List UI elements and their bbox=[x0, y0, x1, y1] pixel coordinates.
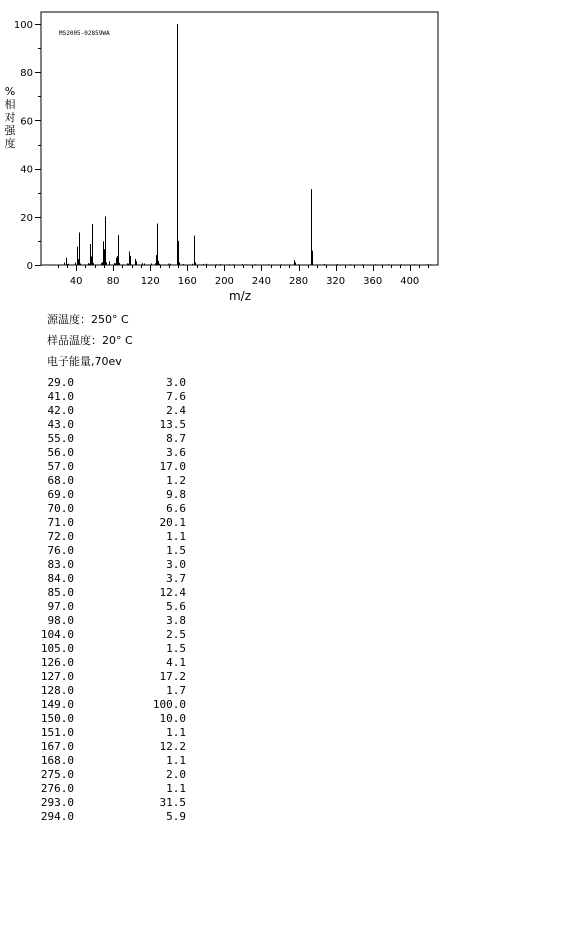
peak-mz: 167.0 bbox=[40, 740, 74, 753]
peak-intensity: 5.9 bbox=[166, 810, 186, 823]
peak-intensity: 3.8 bbox=[166, 614, 186, 627]
peak-intensity: 12.2 bbox=[159, 740, 186, 753]
peak-row bbox=[36, 600, 186, 614]
peak-row bbox=[36, 754, 186, 768]
peak-row bbox=[36, 488, 186, 502]
peak-intensity: 31.5 bbox=[159, 796, 186, 809]
peak-mz: 43.0 bbox=[47, 418, 74, 431]
peak-intensity: 1.7 bbox=[166, 684, 186, 697]
peak-row bbox=[36, 376, 186, 390]
peak-mz: 128.0 bbox=[40, 684, 74, 697]
peak-table bbox=[36, 376, 186, 824]
peak-intensity: 10.0 bbox=[159, 712, 186, 725]
peak-intensity: 1.1 bbox=[166, 782, 186, 795]
peak-row bbox=[36, 544, 186, 558]
x-tick-label: 160 bbox=[177, 276, 197, 287]
peak-row bbox=[36, 670, 186, 684]
peak-row bbox=[36, 642, 186, 656]
peak-row bbox=[36, 768, 186, 782]
x-tick-label: 240 bbox=[251, 276, 272, 287]
y-axis-label bbox=[5, 85, 17, 150]
peak-intensity: 5.6 bbox=[166, 600, 186, 613]
peak-intensity: 3.6 bbox=[166, 446, 186, 459]
peak-intensity: 2.4 bbox=[166, 404, 186, 417]
y-tick-label: 60 bbox=[20, 116, 33, 128]
x-tick-label: 80 bbox=[106, 276, 120, 287]
peak-row bbox=[36, 782, 186, 796]
peak-row bbox=[36, 516, 186, 530]
x-axis-label: m/z bbox=[228, 289, 252, 303]
peak-mz: 293.0 bbox=[40, 796, 74, 809]
peak-intensity: 13.5 bbox=[159, 418, 186, 431]
peak-mz: 55.0 bbox=[47, 432, 74, 445]
peak-intensity: 20.1 bbox=[159, 516, 186, 529]
peak-row bbox=[36, 656, 186, 670]
peak-mz: 275.0 bbox=[40, 768, 74, 781]
peak-row bbox=[36, 740, 186, 754]
peak-intensity: 8.7 bbox=[166, 432, 186, 445]
peak-row bbox=[36, 628, 186, 642]
peak-row bbox=[36, 404, 186, 418]
peak-mz: 84.0 bbox=[47, 572, 74, 585]
source-temperature: 源温度：250° C bbox=[47, 313, 129, 326]
peak-intensity: 4.1 bbox=[166, 656, 186, 669]
peak-intensity: 17.2 bbox=[159, 670, 186, 683]
y-tick-label: 80 bbox=[20, 68, 33, 80]
peak-mz: 68.0 bbox=[47, 474, 74, 487]
y-tick-label: 0 bbox=[26, 261, 33, 272]
peak-mz: 41.0 bbox=[47, 390, 74, 403]
peak-intensity: 12.4 bbox=[159, 586, 186, 599]
peak-mz: 276.0 bbox=[40, 782, 74, 795]
peak-mz: 56.0 bbox=[47, 446, 74, 459]
peak-row bbox=[36, 810, 186, 824]
peak-intensity: 1.5 bbox=[166, 544, 186, 557]
peak-mz: 97.0 bbox=[47, 600, 74, 613]
peak-intensity: 1.1 bbox=[166, 726, 186, 739]
x-tick-label: 320 bbox=[326, 276, 346, 287]
peak-mz: 151.0 bbox=[40, 726, 74, 739]
peak-row bbox=[36, 460, 186, 474]
peak-mz: 149.0 bbox=[40, 698, 74, 711]
peak-intensity: 2.5 bbox=[166, 628, 186, 641]
peak-intensity: 1.2 bbox=[166, 474, 186, 487]
peak-intensity: 1.1 bbox=[166, 530, 186, 543]
peak-intensity: 1.1 bbox=[166, 754, 186, 767]
x-tick-label: 280 bbox=[288, 276, 309, 287]
peak-intensity: 1.5 bbox=[166, 642, 186, 655]
peak-row bbox=[36, 712, 186, 726]
peak-mz: 150.0 bbox=[40, 712, 74, 725]
peak-intensity: 3.0 bbox=[166, 558, 186, 571]
peak-row bbox=[36, 390, 186, 404]
peak-row bbox=[36, 614, 186, 628]
sample-temperature: 样品温度：20° C bbox=[47, 334, 133, 347]
peak-mz: 69.0 bbox=[47, 488, 74, 501]
peak-mz: 294.0 bbox=[40, 810, 74, 823]
peak-intensity: 3.7 bbox=[166, 572, 186, 585]
y-axis bbox=[14, 20, 41, 272]
peak-row bbox=[36, 586, 186, 600]
peak-mz: 29.0 bbox=[47, 376, 74, 389]
peak-intensity: 9.8 bbox=[166, 488, 186, 501]
y-tick-label: 40 bbox=[20, 164, 33, 176]
peak-intensity: 3.0 bbox=[166, 376, 186, 389]
spectrum-code-label: MS2005-02859WA bbox=[59, 30, 110, 37]
peak-mz: 72.0 bbox=[47, 530, 74, 543]
x-tick-label: 400 bbox=[400, 276, 420, 287]
peak-row bbox=[36, 530, 186, 544]
peak-row bbox=[36, 726, 186, 740]
peak-mz: 70.0 bbox=[47, 502, 74, 515]
electron-energy: 电子能量,70ev bbox=[47, 355, 122, 368]
y-tick-label: 100 bbox=[13, 20, 33, 31]
peak-mz: 105.0 bbox=[40, 642, 74, 655]
y-axis-label-text: 度强对相% bbox=[4, 85, 16, 150]
peak-row bbox=[36, 684, 186, 698]
peak-mz: 42.0 bbox=[47, 404, 74, 417]
mass-spectrum-chart bbox=[0, 0, 570, 312]
peak-intensity: 17.0 bbox=[159, 460, 186, 473]
x-tick-label: 200 bbox=[214, 276, 234, 287]
peak-row bbox=[36, 474, 186, 488]
peak-mz: 104.0 bbox=[40, 628, 74, 641]
peak-mz: 71.0 bbox=[47, 516, 74, 529]
peak-mz: 83.0 bbox=[47, 558, 74, 571]
x-axis bbox=[59, 265, 429, 287]
peak-row bbox=[36, 698, 186, 712]
peak-row bbox=[36, 502, 186, 516]
x-tick-label: 360 bbox=[363, 276, 383, 287]
peak-mz: 126.0 bbox=[40, 656, 74, 669]
peak-row bbox=[36, 558, 186, 572]
peak-intensity: 6.6 bbox=[166, 502, 186, 515]
peak-row bbox=[36, 446, 186, 460]
x-tick-label: 40 bbox=[69, 276, 83, 287]
peak-mz: 76.0 bbox=[47, 544, 74, 557]
peak-row bbox=[36, 432, 186, 446]
x-tick-label: 120 bbox=[140, 276, 160, 287]
peak-mz: 85.0 bbox=[47, 586, 74, 599]
plot-frame bbox=[41, 12, 438, 265]
peak-row bbox=[36, 796, 186, 810]
peak-mz: 168.0 bbox=[40, 754, 74, 767]
peak-mz: 57.0 bbox=[47, 460, 74, 473]
peak-lines bbox=[65, 24, 431, 265]
peak-intensity: 7.6 bbox=[166, 390, 186, 403]
peak-row bbox=[36, 572, 186, 586]
peak-intensity: 100.0 bbox=[152, 698, 186, 711]
peak-mz: 127.0 bbox=[40, 670, 74, 683]
peak-row bbox=[36, 418, 186, 432]
peak-mz: 98.0 bbox=[47, 614, 74, 627]
y-tick-label: 20 bbox=[20, 212, 33, 224]
peak-intensity: 2.0 bbox=[166, 768, 186, 781]
